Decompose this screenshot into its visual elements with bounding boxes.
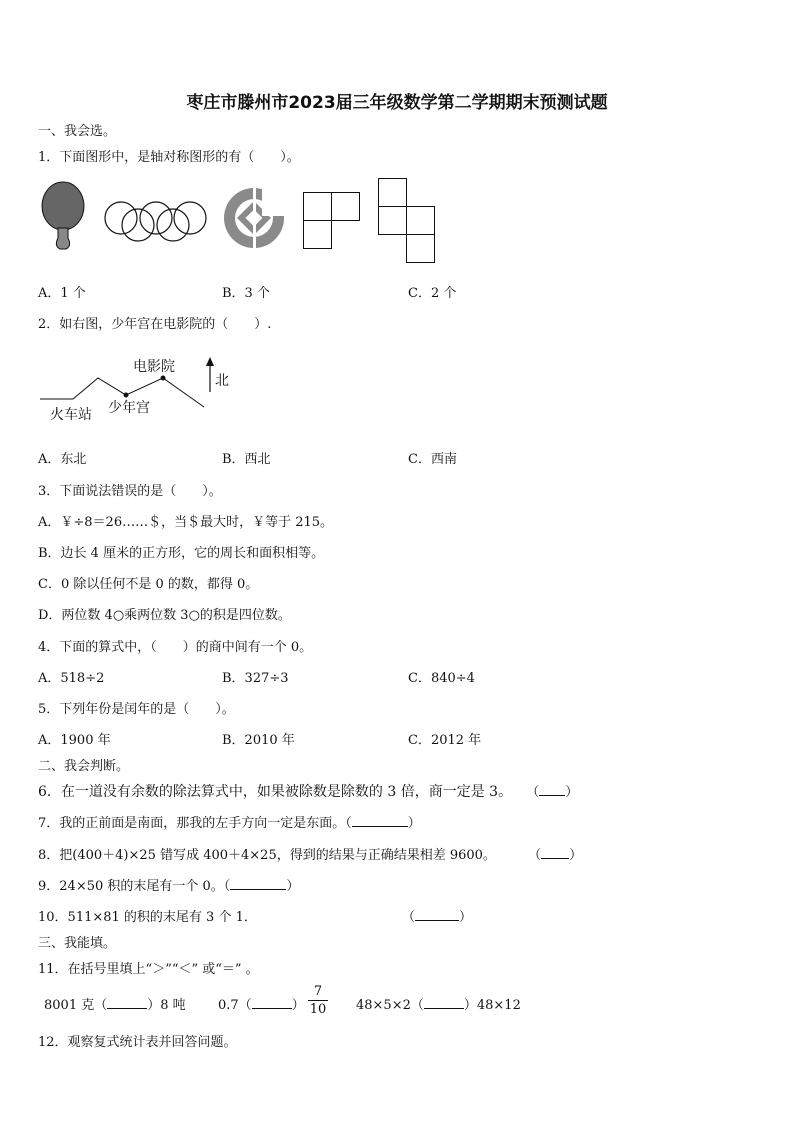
q7-text: 7．我的正前面是南面，那我的左手方向一定是东面。 (38, 816, 346, 831)
five-square-shape-icon (378, 178, 438, 264)
q11-fraction (308, 984, 328, 1017)
bank-logo-icon (222, 186, 286, 250)
q7-answer-blank[interactable]: （ ） (345, 816, 421, 831)
q3-option-d: D．两位数 4○乘两位数 3○的积是四位数。 (38, 608, 291, 623)
q4-option-a: A．518÷2 (38, 671, 105, 686)
page-title: 枣庄市滕州市2023届三年级数学第二学期期末预测试题 (186, 93, 608, 113)
fraction-denominator: 10 (309, 1002, 327, 1017)
q8-text: 8．把(400＋4)×25 错写成 400＋4×25，得到的结果与正确结果相差 9600。 (38, 848, 496, 863)
q3-option-b: B．边长 4 厘米的正方形，它的周长和面积相等。 (38, 546, 325, 561)
q9-answer-blank[interactable]: （ ） (223, 879, 300, 894)
train-station-label: 火车站 (50, 407, 92, 423)
question-9 (38, 875, 299, 894)
q6-text: 6．在一道没有余数的除法算式中，如果被除数是除数的 3 倍，商一定是 3。 (38, 784, 513, 800)
q3-option-a: A．￥÷8＝26……＄，当＄最大时，￥等于 215。 (38, 515, 334, 530)
question-4: 4．下面的算式中，（ ）的商中间有一个 0。 (38, 640, 313, 655)
q2-option-c: C．西南 (408, 452, 457, 467)
section-heading-1: 一、我会选。 (38, 124, 117, 139)
north-label: 北 (215, 373, 229, 389)
q11-item-2: 0.7（ ） (218, 998, 305, 1013)
fraction-numerator: 7 (313, 984, 323, 999)
question-5: 5．下列年份是闰年的是（ ）。 (38, 702, 235, 717)
q11-item-1: 8001 克（ ）8 吨 (44, 998, 186, 1013)
q11-item-3: 48×5×2（ ）48×12 (356, 998, 521, 1013)
question-6 (38, 781, 578, 801)
q8-answer-blank[interactable]: （ ） (528, 848, 583, 863)
q5-option-b: B．2010 年 (222, 733, 295, 748)
q4-option-b: B．327÷3 (222, 671, 289, 686)
q5-option-c: C．2012 年 (408, 733, 482, 748)
olympic-rings-icon (104, 198, 208, 244)
q6-answer-blank[interactable]: （ ） (526, 785, 579, 800)
q11-blank-1[interactable] (107, 996, 147, 1009)
ping-pong-paddle-icon (38, 180, 90, 252)
question-7 (38, 812, 421, 831)
question-8 (38, 844, 582, 863)
q11-blank-3[interactable] (424, 996, 464, 1009)
section-heading-2: 二、我会判断。 (38, 759, 130, 774)
four-square-shape-icon (303, 192, 361, 250)
q4-option-c: C．840÷4 (408, 671, 475, 686)
question-2: 2．如右图，少年宫在电影院的（ ）. (38, 317, 272, 332)
q5-option-a: A．1900 年 (38, 733, 111, 748)
q1-option-c: C．2 个 (408, 286, 457, 301)
question-12: 12．观察复式统计表并回答问题。 (38, 1035, 237, 1050)
q1-option-a: A．1 个 (38, 286, 86, 301)
question-1: 1．下面图形中，是轴对称图形的有（ ）。 (38, 150, 300, 165)
q2-option-b: B．西北 (222, 452, 271, 467)
question-11: 11．在括号里填上“＞”“＜” 或“＝” 。 (38, 962, 259, 977)
q11-blank-2[interactable] (252, 996, 292, 1009)
q3-option-c: C．0 除以任何不是 0 的数，都得 0。 (38, 577, 259, 592)
cinema-label: 电影院 (133, 359, 175, 375)
section-heading-3: 三、我能填。 (38, 936, 117, 951)
q9-text: 9．24×50 积的末尾有一个 0。 (38, 879, 224, 894)
q10-answer-blank[interactable]: （ ） (402, 910, 473, 925)
q10-text: 10．511×81 的积的末尾有 3 个 1． (38, 910, 257, 925)
question-3: 3．下面说法错误的是（ ）。 (38, 484, 222, 499)
question-10 (38, 906, 257, 925)
q1-option-b: B．3 个 (222, 286, 270, 301)
youth-palace-label: 少年宫 (108, 400, 150, 416)
q2-option-a: A．东北 (38, 452, 87, 467)
